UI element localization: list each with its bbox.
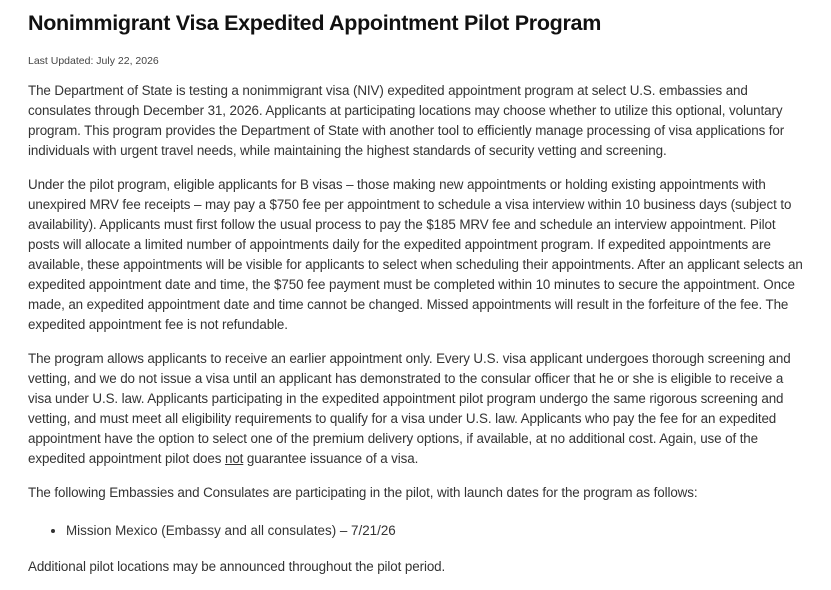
participating-posts-list bbox=[28, 521, 809, 541]
pilot-details-paragraph: Under the pilot program, eligible applicants for B visas – those making new appointments or holding existing appointments with unexpired MRV fee receipts – may pay a $750 fee per appointment to schedule a visa interview within 10 business days (subject to availability). Applicants must first follow the usual process to pay the $185 MRV fee and schedule an interview appointment. Pilot posts will allocate a limited number of appointments daily for the expedited appointment program. If expedited appointments are available, these appointments will be visible for applicants to select when scheduling their appointments. After an applicant selects an expedited appointment date and time, the $750 fee payment must be completed within 10 minutes to secure the appointment. Once made, an expedited appointment date and time cannot be changed. Missed appointments will result in the forfeiture of the fee. The expedited appointment fee is not refundable. bbox=[28, 177, 803, 332]
list-item: • Mission Mexico (Embassy and all consulates) – 7/21/26 bbox=[66, 521, 809, 541]
screening-paragraph bbox=[28, 349, 809, 469]
last-updated: Last Updated: July 22, 2026 bbox=[28, 55, 159, 67]
participating-posts-intro: The following Embassies and Consulates are participating in the pilot, with launch dates for the program as follows: bbox=[28, 485, 698, 500]
screening-text-before: The program allows applicants to receive an earlier appointment only. Every U.S. visa applicant undergoes thorough screening and vetting, and we do not issue a visa until an applicant has demonstrated to the consular officer that he or she is eligible to receive a visa under U.S. law. Applicants participating in the expedited appointment pilot program undergo the same rigorous screening and vetting, and must meet all eligibility requirements to qualify for a visa under U.S. law. Applicants who pay the fee for an expedited appointment have the option to select one of the premium delivery options, if available, at no additional cost. Again, use of the expedited appointment pilot does bbox=[28, 351, 791, 466]
emphasis-not: not bbox=[224, 451, 244, 466]
intro-paragraph: The Department of State is testing a nonimmigrant visa (NIV) expedited appointment program at select U.S. embassies and consulates through December 31, 2026. Applicants at participating locations may choose whether to utilize this optional, voluntary program. This program provides the Department of State with another tool to efficiently manage processing of visa applications for individuals with urgent travel needs, while maintaining the highest standards of security vetting and screening. bbox=[28, 83, 785, 158]
page-title: Nonimmigrant Visa Expedited Appointment Pilot Program bbox=[28, 11, 602, 35]
screening-text-after: guarantee issuance of a visa. bbox=[243, 451, 419, 466]
additional-locations-paragraph: Additional pilot locations may be announced throughout the pilot period. bbox=[28, 559, 446, 574]
